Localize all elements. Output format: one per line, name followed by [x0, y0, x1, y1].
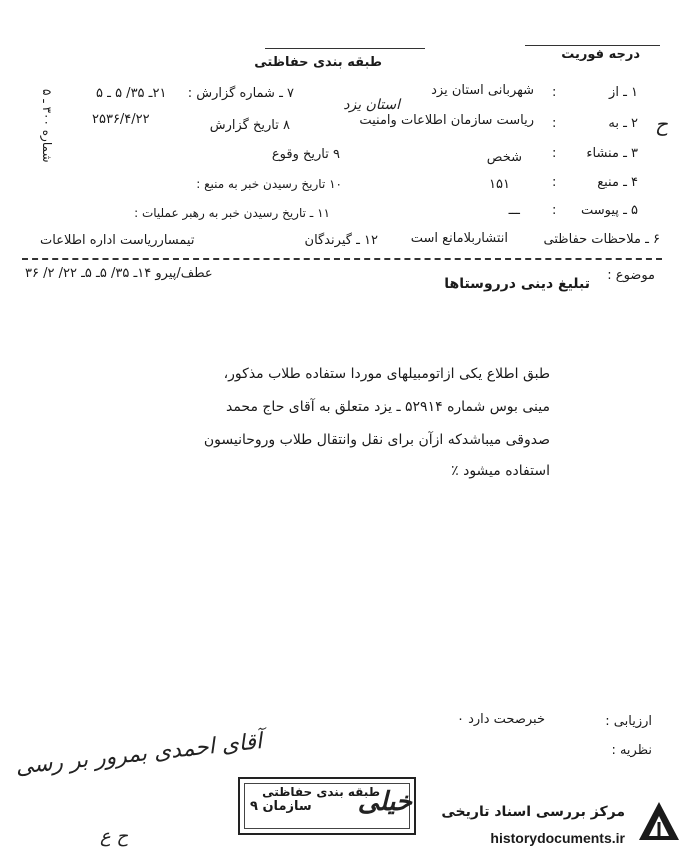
body-line-1: طبق اطلاع یکی ازاتومبیلهای موردا ستفاده طلاب مذکور،: [223, 366, 550, 382]
to-handwritten: استان یزد: [343, 97, 400, 113]
watermark-logo-icon: [631, 796, 687, 852]
header-line-middle: [265, 48, 425, 49]
origin-label: ۳ ـ منشاء: [586, 146, 638, 161]
origin-colon: :: [552, 146, 557, 161]
origin-value: شخص: [486, 150, 522, 165]
event-date-label: ۹ تاریخ وقوع: [271, 147, 340, 162]
ops-receipt-label: ۱۱ ـ تاریخ رسیدن خبر به رهبر عملیات :: [134, 206, 330, 220]
stamp-text: طبقه بندی حفاظتی: [262, 785, 380, 799]
opinion-label: نظریه :: [611, 743, 652, 758]
recipients-value: تیمسارریاست اداره اطلاعات: [40, 233, 195, 248]
from-value: شهربانی استان یزد: [431, 83, 534, 98]
watermark-url: historydocuments.ir: [490, 830, 625, 846]
stamp-number: سازمان ۹: [250, 799, 312, 814]
body-line-4: استفاده میشود ٪: [451, 463, 550, 479]
remarks-label: ۶ ـ ملاحظات حفاظتی: [543, 232, 660, 247]
stamp-overmark: خیلی: [357, 787, 412, 817]
subject-label: موضوع :: [607, 268, 655, 283]
watermark-org: مرکز بررسی اسناد تاریخی: [441, 804, 625, 820]
handwritten-initials: ح ع: [100, 826, 129, 847]
header-line-right: [525, 45, 660, 46]
handwritten-note: آقای احمدی بمرور بر رسی: [14, 729, 264, 780]
report-no-label: ۷ ـ شماره گزارش :: [187, 86, 294, 101]
subject-value: تبلیغ دینی درروستاها: [444, 276, 590, 292]
margin-mark: ح: [655, 112, 668, 136]
from-label: ۱ ـ از: [609, 85, 638, 100]
classification-label: طبقه بندی حفاظتی: [254, 55, 382, 70]
evaluation-label: ارزیابی :: [605, 714, 652, 729]
report-no-value: ۲۱ـ ۳۵/ ۵ ـ ۵: [96, 86, 167, 101]
to-colon: :: [552, 116, 557, 131]
source-label: ۴ ـ منبع: [597, 175, 638, 190]
body-line-2: مینی بوس شماره ۵۲۹۱۴ ـ یزد متعلق به آقای حاج محمد: [225, 399, 550, 415]
recipients-label: ۱۲ ـ گیرندگان: [304, 233, 378, 248]
evaluation-value: خبرصحت دارد ٠: [456, 712, 545, 727]
to-value: ریاست سازمان اطلاعات وامنیت: [359, 113, 534, 128]
report-date-label: ۸ تاریخ گزارش: [209, 118, 290, 133]
urgency-label: درجه فوریت: [561, 47, 640, 62]
margin-note: شماره ۳۰۰ ـ ۵: [40, 88, 54, 162]
body-line-3: صدوقی میباشدکه ازآن برای نقل وانتقال طلاب وروحانیسون: [203, 432, 550, 448]
header-divider: [22, 258, 662, 260]
source-colon: :: [552, 175, 557, 190]
source-value: ۱۵۱: [489, 177, 510, 192]
attachment-label: ۵ ـ پیوست: [581, 203, 638, 218]
remarks-value: انتشاربلامانع است: [410, 231, 508, 246]
report-date-value: ۲۵۳۶/۴/۲۲: [92, 112, 150, 127]
source-receipt-label: ۱۰ تاریخ رسیدن خبر به منبع :: [196, 177, 342, 191]
classification-stamp: [238, 777, 416, 835]
watermark: [425, 790, 695, 860]
attachment-value: ـــ: [508, 203, 520, 218]
subject-reference: عطف/پیرو ۱۴ـ ۳۵/ ۵ـ ۵ـ ۲۲/ ۲/ ۳۶: [25, 266, 213, 281]
to-label: ۲ ـ به: [608, 116, 638, 131]
attachment-colon: :: [552, 203, 557, 218]
from-colon: :: [552, 85, 557, 100]
